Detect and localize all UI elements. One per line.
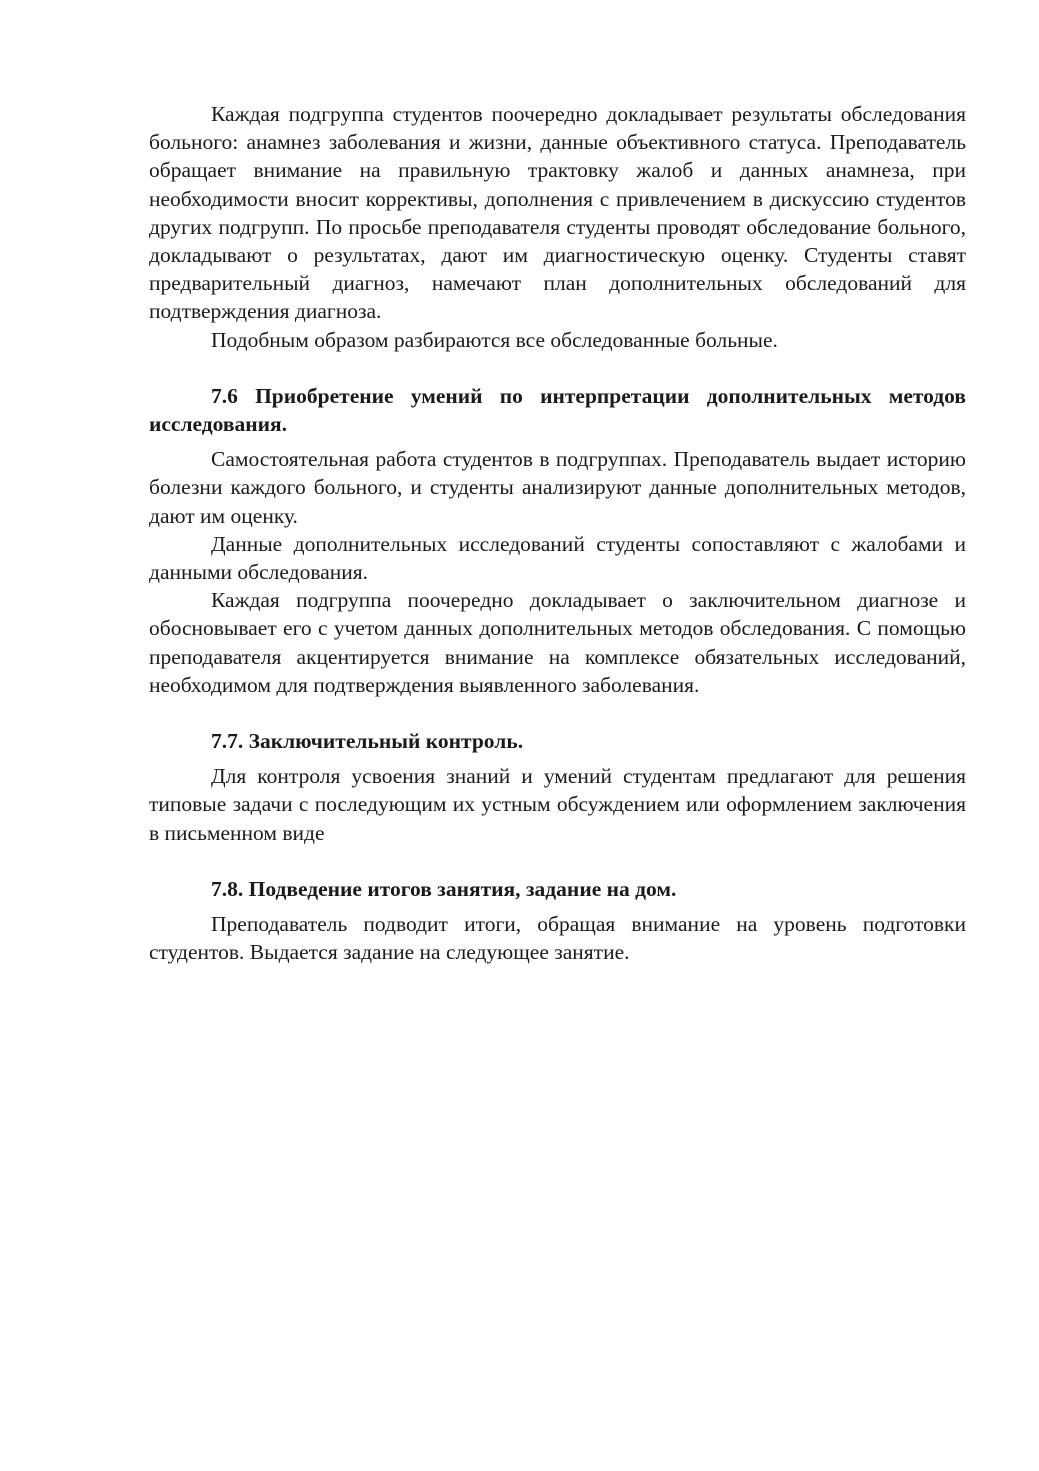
intro-paragraph-1: Каждая подгруппа студентов поочередно докладывает результаты обследования больного: анамнез заболевания и жизни, данные объективного статуса. Преподаватель обращает внимание на правильную трактовку жалоб и данных анамнеза, при необходимости вносит коррективы, дополнения с привлечением в дискуссию студентов других подгрупп. По просьбе преподавателя студенты проводят обследование больного, докладывают о результатах, дают им диагностическую оценку. Студенты ставят предварительный диагноз, намечают план дополнительных обследований для подтверждения диагноза. [149,102,966,324]
section-7-8-heading: 7.8. Подведение итогов занятия, задание на дом. [211,876,677,901]
section-7-6-heading: 7.6 Приобретение умений по интерпретации дополнительных методов исследования. [149,383,966,437]
section-7-7-paragraph-1: Для контроля усвоения знаний и умений студентам предлагают для решения типовые задачи с последующим их устным обсуждением или оформлением заключения в письменном виде [149,764,966,845]
spacer [149,438,966,445]
spacer [149,903,966,910]
section-7-7-heading: 7.7. Заключительный контроль. [211,729,524,754]
section-7-6-paragraph-3: Каждая подгруппа поочередно докладывает о заключительном диагнозе и обосновывает его с учетом данных дополнительных методов обследования. С помощью преподавателя акцентируется внимание на комплексе обязательных исследований, необходимом для подтверждения выявленного заболевания. [149,588,966,697]
intro-paragraph-2: Подобным образом разбираются все обследованные больные. [211,327,778,352]
spacer [149,354,966,382]
spacer [149,755,966,762]
document-page [149,100,966,966]
section-7-6-paragraph-2: Данные дополнительных исследований студенты сопоставляют с жалобами и данными обследования. [149,531,966,585]
spacer [149,847,966,875]
section-7-6-paragraph-1: Самостоятельная работа студентов в подгруппах. Преподаватель выдает историю болезни каждого больного, и студенты анализируют данные дополнительных методов, дают им оценку. [149,447,966,528]
section-7-8-paragraph-1: Преподаватель подводит итоги, обращая внимание на уровень подготовки студентов. Выдается задание на следующее занятие. [149,912,966,965]
spacer [149,699,966,727]
